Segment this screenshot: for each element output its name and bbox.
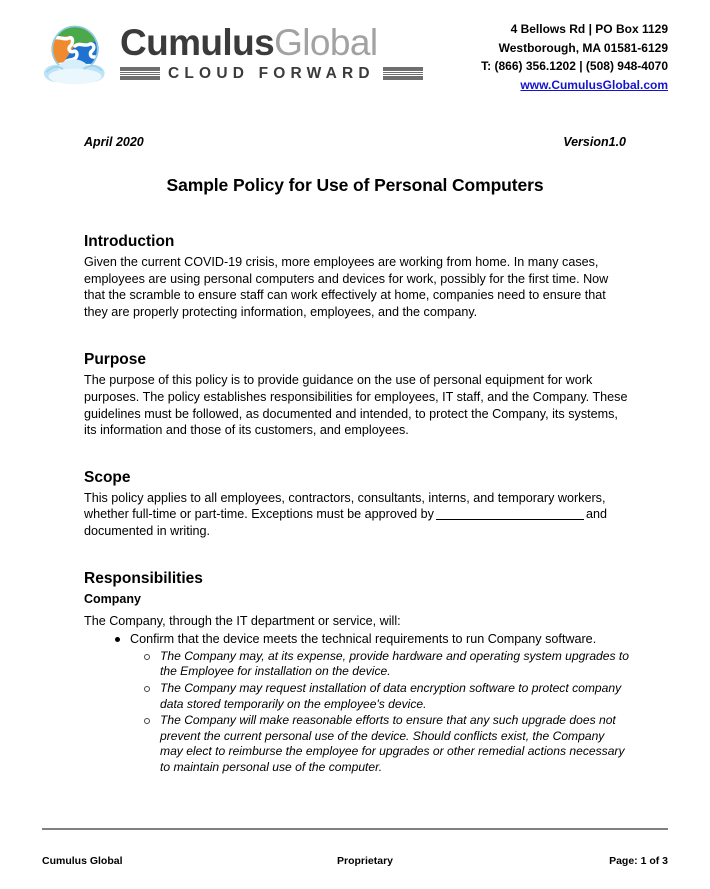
bullet-circle-icon [144, 686, 150, 692]
footer-page-number: Page: 1 of 3 [609, 855, 668, 867]
document-date: April 2020 [84, 135, 144, 149]
list-item [130, 713, 629, 775]
tagline-text: CLOUD FORWARD [168, 64, 375, 82]
approver-fill-in-blank[interactable] [436, 519, 584, 520]
company-logo [36, 14, 423, 92]
responsibilities-bullet-list [84, 631, 629, 775]
subsection-heading-company: Company [84, 591, 141, 606]
section-heading-scope: Scope [84, 468, 131, 486]
list-item [130, 681, 629, 712]
responsibilities-intro-text: The Company, through the IT department or service, will: [84, 613, 401, 628]
bullet-disc-icon [115, 637, 120, 642]
wordmark-text [120, 21, 423, 63]
bullet-text: Confirm that the device meets the technical requirements to run Company software. [130, 632, 597, 647]
scope-text-before-blank: This policy applies to all employees, contractors, consultants, interns, and temporary workers, whether full-time or part-time. Exceptions must be approved by [84, 490, 606, 522]
section-purpose [84, 350, 629, 438]
bullet-circle-icon [144, 654, 150, 660]
section-heading-introduction: Introduction [84, 233, 175, 250]
footer-row [42, 855, 668, 867]
wordmark-cumulus: Cumulus [120, 21, 275, 63]
section-body-introduction: Given the current COVID-19 crisis, more employees are working from home. In many cases, employees are using personal computers and devices for work, possibly for the first time. Now that the scramble to ensure staff can work effectively at home, companies need to ensure that they are properly protecting information, employees, and the company. [84, 255, 609, 319]
company-website-link[interactable]: www.CumulusGlobal.com [520, 77, 668, 92]
sub-bullet-text: The Company will make reasonable efforts to ensure that any such upgrade does not prevent the current personal use of the device. Should conflicts exist, the Company may elect to reimburse the employee for upgrades or other remedial actions necessary to maintain personal use of the computer. [160, 713, 625, 774]
bar-lines-left-icon [120, 67, 160, 80]
section-heading-purpose: Purpose [84, 351, 147, 369]
wordmark-tagline-row [120, 65, 423, 83]
footer-divider [42, 828, 668, 830]
contact-address-line1: 4 Bellows Rd | PO Box 1129 [510, 22, 668, 36]
document-meta-row [84, 135, 626, 149]
contact-phone-line: T: (866) 356.1202 | (508) 948-4070 [481, 59, 668, 73]
list-item [84, 631, 629, 775]
wordmark-global: Global [274, 21, 378, 63]
footer-classification: Proprietary [337, 855, 394, 867]
responsibilities-sub-bullet-list [130, 649, 629, 776]
contact-block [481, 20, 668, 94]
page-footer [42, 828, 668, 867]
bullet-circle-icon [144, 718, 150, 724]
document-body [84, 232, 629, 776]
contact-address-line2: Westborough, MA 01581-6129 [498, 40, 668, 55]
scope-text-after-blank: and documented in writing. [84, 507, 607, 538]
letterhead [0, 0, 710, 112]
bar-lines-right-icon [383, 67, 423, 80]
page-title: Sample Policy for Use of Personal Computers [166, 175, 544, 195]
section-introduction [84, 232, 629, 320]
section-responsibilities [84, 569, 629, 776]
section-body-purpose: The purpose of this policy is to provide guidance on the use of personal equipment for work purposes. The policy establishes responsibilities for employees, IT staff, and the Company. These guidelines must be followed, as documented and intended, to protect the Company, its systems, its information and those of its customers, and employees. [84, 373, 628, 438]
globe-puzzle-cloud-logo [36, 14, 114, 92]
section-heading-responsibilities: Responsibilities [84, 569, 203, 587]
list-item [130, 649, 629, 680]
section-scope [84, 468, 629, 540]
section-body-scope [84, 490, 629, 540]
sub-bullet-text: The Company may, at its expense, provide hardware and operating system upgrades to the Employee for installation on the device. [160, 648, 629, 679]
document-version: Version1.0 [563, 135, 626, 149]
footer-company-name: Cumulus Global [42, 855, 123, 867]
sub-bullet-text: The Company may request installation of data encryption software to protect company data stored temporarily on the employee's device. [160, 680, 622, 711]
company-wordmark [120, 21, 423, 83]
